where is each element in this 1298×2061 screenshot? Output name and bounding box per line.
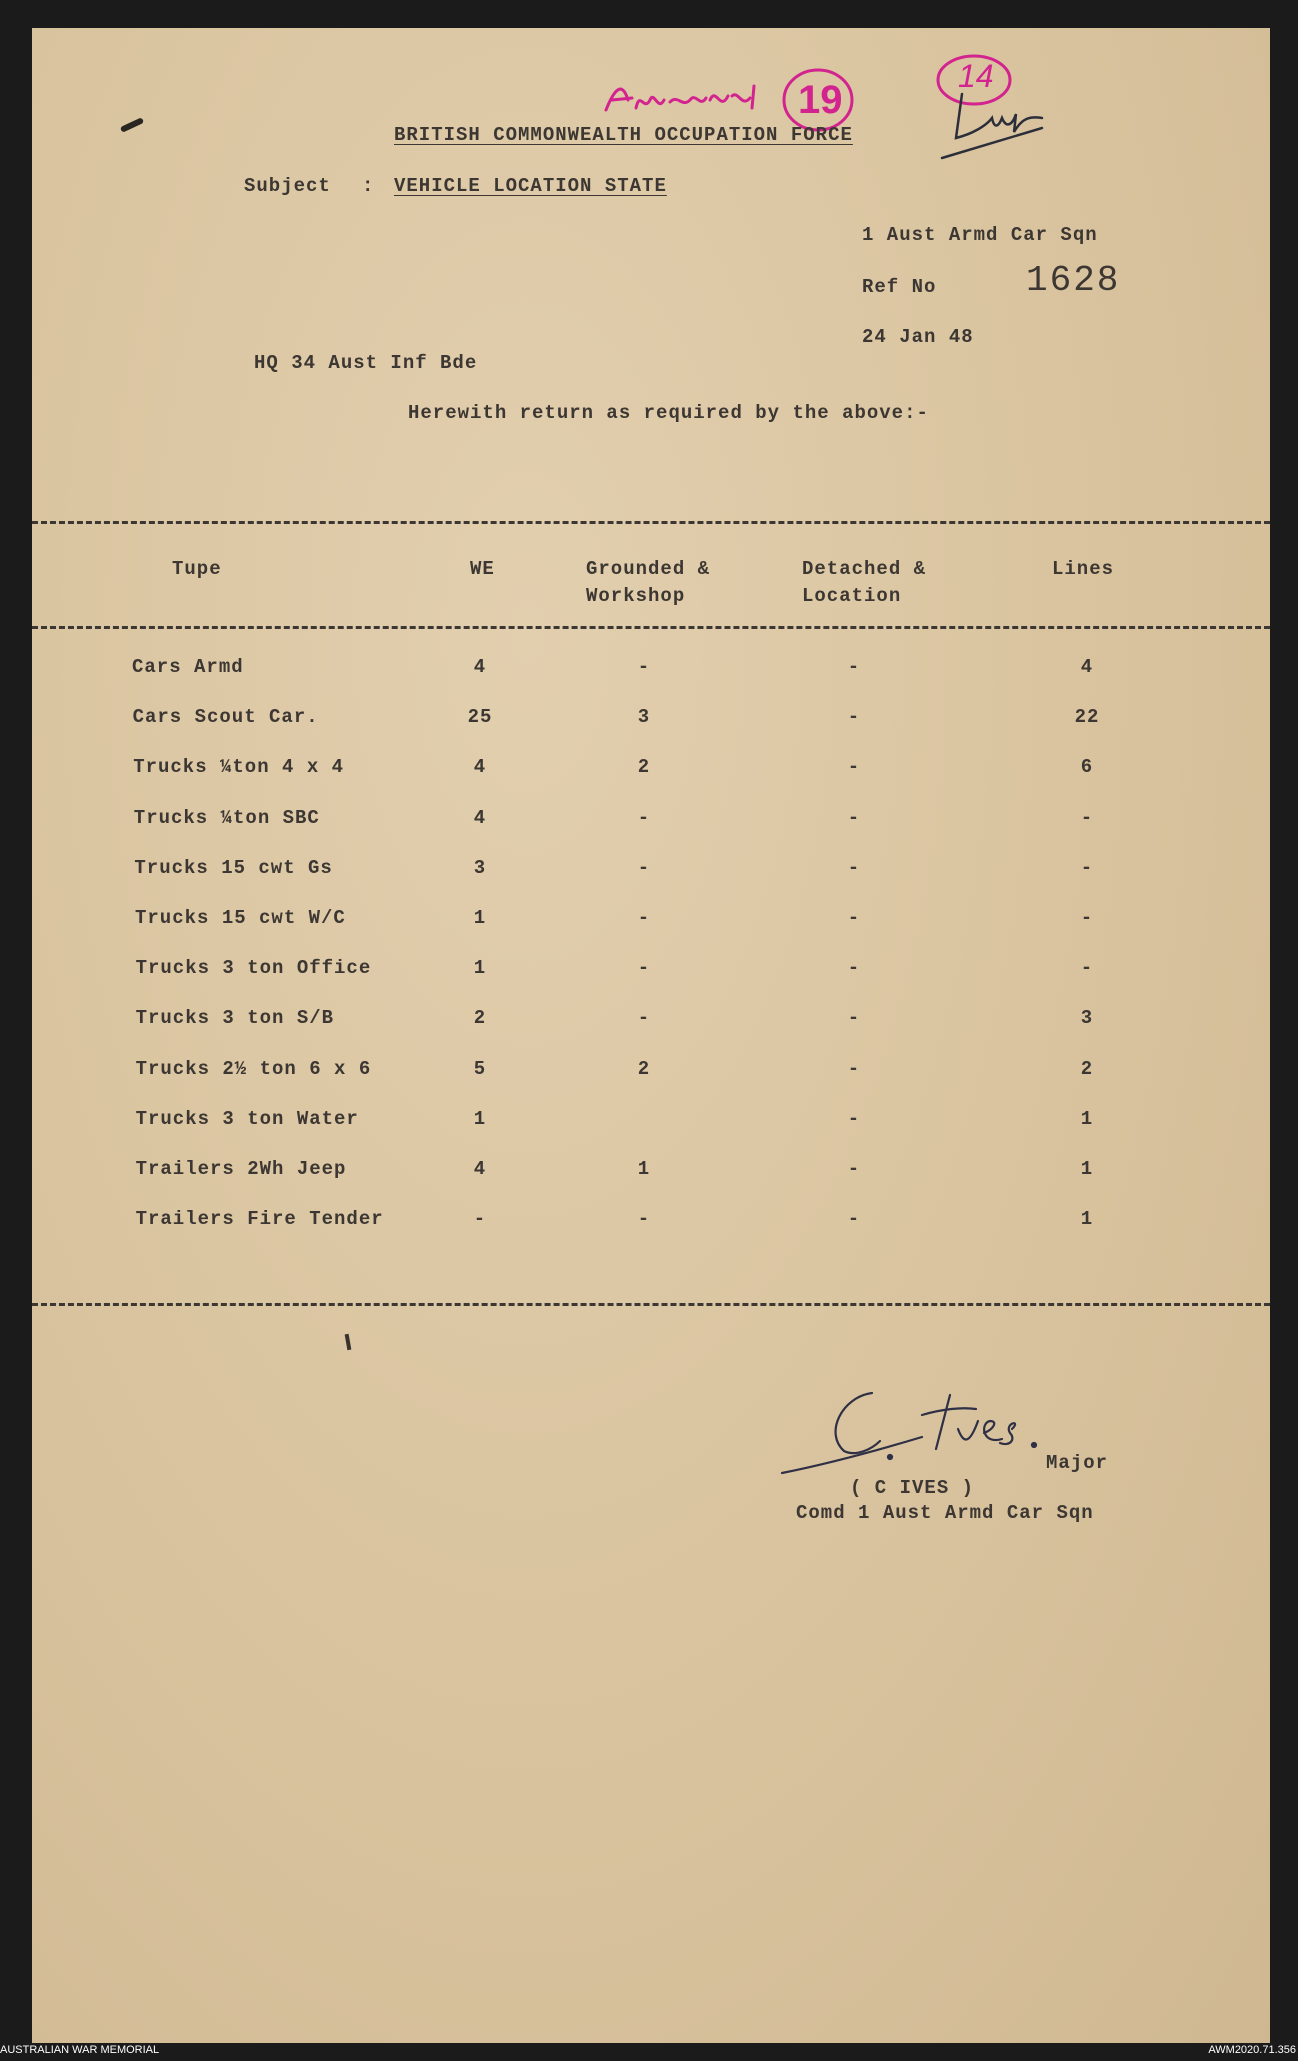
cell-detached: - [847, 957, 861, 980]
cell-we: - [473, 1208, 487, 1231]
cell-lines: 2 [1080, 1057, 1094, 1080]
cell-we: 4 [473, 756, 487, 779]
col-header-lines: Lines [1052, 558, 1115, 580]
cell-we: 4 [473, 656, 487, 678]
cell-grounded: 1 [637, 1158, 651, 1180]
table-header-rule [32, 626, 1270, 629]
col-header-grounded: Grounded & Workshop [586, 558, 711, 607]
ink-speck [345, 1334, 352, 1350]
cell-lines: 1 [1080, 1208, 1094, 1231]
cell-detached: - [847, 1007, 861, 1030]
cell-grounded: - [637, 656, 651, 678]
cell-grounded: - [637, 1007, 651, 1030]
cell-we: 1 [473, 907, 487, 929]
cell-type: Trucks 3 ton Office [135, 957, 372, 980]
document-page [32, 28, 1270, 2043]
cell-detached: - [847, 1107, 861, 1130]
subject-colon: : [362, 175, 375, 197]
col-header-type: Tupe [172, 558, 222, 580]
cell-lines: - [1080, 957, 1094, 980]
cell-lines: - [1080, 806, 1094, 829]
cell-lines: 4 [1080, 656, 1094, 678]
cell-we: 5 [473, 1057, 487, 1080]
footer-credit: AUSTRALIAN WAR MEMORIAL [0, 2044, 160, 2056]
cell-lines: 1 [1080, 1158, 1094, 1180]
document-date: 24 Jan 48 [862, 326, 974, 348]
ink-speck [120, 117, 144, 133]
footer-accession: AWM2020.71.356 [1208, 2044, 1296, 2056]
cell-type: Trucks 3 ton Water [135, 1107, 359, 1130]
circled-number-14: 14 [958, 58, 994, 94]
cell-we: 25 [467, 706, 493, 729]
cell-grounded: 2 [637, 756, 651, 779]
cell-lines: - [1080, 856, 1094, 879]
cell-grounded: - [637, 806, 651, 829]
table-bottom-rule [32, 1303, 1270, 1306]
subject-label: Subject [244, 175, 331, 197]
cell-detached: - [847, 1057, 861, 1080]
cell-grounded: - [637, 1208, 651, 1231]
cell-grounded: 2 [637, 1057, 651, 1080]
cell-type: Trucks 15 cwt Gs [134, 856, 333, 879]
cell-type: Trucks 3 ton S/B [135, 1007, 335, 1030]
cell-detached: - [847, 1208, 861, 1231]
signature-appointment: Comd 1 Aust Armd Car Sqn [796, 1502, 1094, 1524]
cell-type: Trucks ¼ton 4 x 4 [133, 756, 345, 779]
signature-rank: Major [1046, 1452, 1109, 1474]
cell-lines: 1 [1080, 1107, 1094, 1130]
cell-we: 1 [473, 957, 487, 980]
signature-name: ( C IVES ) [850, 1477, 975, 1499]
cell-detached: - [847, 907, 861, 929]
cell-we: 3 [473, 856, 487, 879]
cell-detached: - [847, 1158, 861, 1180]
cell-we: 4 [473, 806, 487, 829]
table-top-rule [32, 521, 1270, 524]
cell-we: 2 [473, 1007, 487, 1030]
cell-detached: - [847, 806, 861, 829]
intro-line: Herewith return as required by the above:- [408, 402, 929, 424]
cell-detached: - [847, 706, 861, 729]
cell-grounded: 3 [637, 706, 651, 729]
addressee: HQ 34 Aust Inf Bde [254, 352, 478, 374]
initials-annotation [932, 88, 1072, 168]
cell-lines: 6 [1080, 756, 1094, 779]
cell-lines: 3 [1080, 1007, 1094, 1030]
ref-label: Ref No [862, 276, 937, 298]
cell-type: Trailers Fire Tender [135, 1208, 384, 1231]
cell-type: Trucks ¼ton SBC [133, 806, 320, 829]
circled-number-19: 19 [798, 78, 843, 122]
cell-lines: - [1080, 907, 1094, 929]
cell-we: 4 [473, 1158, 487, 1180]
document-title: BRITISH COMMONWEALTH OCCUPATION FORCE [394, 124, 853, 146]
cell-type: Cars Armd [132, 656, 244, 678]
cell-grounded: - [637, 856, 651, 879]
cell-type: Trucks 15 cwt W/C [135, 907, 346, 929]
cell-detached: - [847, 756, 861, 779]
ref-number: 1628 [1026, 260, 1121, 301]
col-header-detached: Detached & Location [802, 558, 927, 607]
cell-lines: 22 [1074, 706, 1100, 729]
cell-type: Trailers 2Wh Jeep [135, 1158, 347, 1180]
cell-we: 1 [473, 1107, 487, 1130]
cell-type: Trucks 2½ ton 6 x 6 [135, 1057, 372, 1080]
cell-type: Cars Scout Car. [132, 706, 319, 729]
unit-name: 1 Aust Armd Car Sqn [862, 224, 1098, 246]
col-header-we: WE [470, 558, 495, 580]
subject-value: VEHICLE LOCATION STATE [394, 175, 667, 197]
cell-detached: - [847, 656, 861, 678]
cell-detached: - [847, 856, 861, 879]
cell-grounded: - [637, 907, 651, 929]
cell-grounded: - [637, 957, 651, 980]
